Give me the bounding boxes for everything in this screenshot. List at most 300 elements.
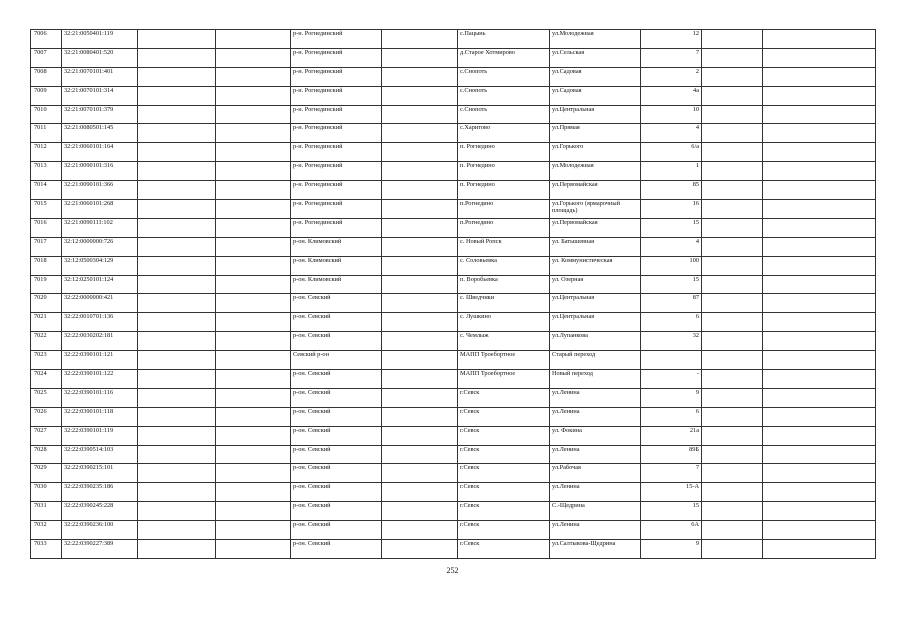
- cell-house-number: 15: [641, 275, 702, 294]
- cell-street: ул.Молодежная: [550, 30, 641, 49]
- cell-blank-col-d: [702, 426, 763, 445]
- cell-blank-col-e: [763, 124, 876, 143]
- cell-blank-col-a: [138, 124, 216, 143]
- cell-row-number: 7022: [31, 332, 62, 351]
- cell-row-number: 7016: [31, 218, 62, 237]
- cell-blank-col-b: [216, 483, 291, 502]
- cell-cadastral-number: 32:22:0010701:136: [62, 313, 138, 332]
- cell-blank-col-b: [216, 540, 291, 559]
- cell-house-number: 4а: [641, 86, 702, 105]
- cell-blank-col-c: [382, 464, 458, 483]
- cell-cadastral-number: 32:21:0070101:314: [62, 86, 138, 105]
- cell-district: р-н. Рогнединский: [291, 218, 382, 237]
- cell-blank-col-d: [702, 67, 763, 86]
- cell-blank-col-d: [702, 124, 763, 143]
- cell-blank-col-a: [138, 143, 216, 162]
- cell-blank-col-c: [382, 445, 458, 464]
- cell-row-number: 7029: [31, 464, 62, 483]
- cell-blank-col-a: [138, 294, 216, 313]
- cell-settlement: с.Снопоть: [458, 67, 550, 86]
- table-row: [31, 388, 876, 407]
- cell-blank-col-a: [138, 426, 216, 445]
- cell-district: р-н. Рогнединский: [291, 105, 382, 124]
- page-number: 252: [446, 566, 459, 575]
- cell-blank-col-c: [382, 370, 458, 389]
- cell-settlement: г.Севск: [458, 521, 550, 540]
- cell-cadastral-number: 32:22:0390245:228: [62, 502, 138, 521]
- cell-blank-col-e: [763, 426, 876, 445]
- cell-district: р-н. Рогнединский: [291, 200, 382, 219]
- cell-cadastral-number: 32:21:0080401:520: [62, 48, 138, 67]
- cell-row-number: 7017: [31, 237, 62, 256]
- cell-blank-col-e: [763, 332, 876, 351]
- cell-blank-col-d: [702, 464, 763, 483]
- cell-blank-col-d: [702, 370, 763, 389]
- cell-blank-col-d: [702, 48, 763, 67]
- cell-cadastral-number: 32:21:0060101:268: [62, 200, 138, 219]
- table-body: [31, 30, 876, 559]
- cell-cadastral-number: 32:21:0070101:379: [62, 105, 138, 124]
- cell-house-number: 15: [641, 218, 702, 237]
- cell-blank-col-d: [702, 275, 763, 294]
- cell-settlement: с. Лушкино: [458, 313, 550, 332]
- cell-blank-col-a: [138, 275, 216, 294]
- cell-blank-col-e: [763, 105, 876, 124]
- cell-blank-col-e: [763, 483, 876, 502]
- cell-house-number: 6А: [641, 521, 702, 540]
- cell-settlement: г.Севск: [458, 426, 550, 445]
- cell-district: р-он. Севский: [291, 445, 382, 464]
- cell-settlement: г.Севск: [458, 445, 550, 464]
- cell-cadastral-number: 32:22:0390236:100: [62, 521, 138, 540]
- cell-row-number: 7020: [31, 294, 62, 313]
- cell-house-number: 6: [641, 313, 702, 332]
- cell-street: ул.Ленина: [550, 521, 641, 540]
- cell-settlement: п. Рогнедино: [458, 181, 550, 200]
- cell-settlement: п. Рогнедино: [458, 143, 550, 162]
- cell-blank-col-e: [763, 445, 876, 464]
- cell-blank-col-d: [702, 30, 763, 49]
- cell-cadastral-number: 32:21:0090101:366: [62, 181, 138, 200]
- cell-house-number: 100: [641, 256, 702, 275]
- cell-street: ул.Центральная: [550, 105, 641, 124]
- cell-row-number: 7007: [31, 48, 62, 67]
- cell-settlement: п. Рогнедино: [458, 162, 550, 181]
- cell-cadastral-number: 32:21:0070101:401: [62, 67, 138, 86]
- cell-district: р-он. Климовский: [291, 237, 382, 256]
- cell-row-number: 7015: [31, 200, 62, 219]
- cell-settlement: г.Севск: [458, 388, 550, 407]
- cell-house-number: 6/а: [641, 143, 702, 162]
- cell-blank-col-b: [216, 86, 291, 105]
- cell-house-number: 9: [641, 540, 702, 559]
- cell-street: ул.Ленина: [550, 483, 641, 502]
- table-row: [31, 370, 876, 389]
- table-row: [31, 426, 876, 445]
- cell-blank-col-c: [382, 483, 458, 502]
- cell-blank-col-a: [138, 464, 216, 483]
- cell-house-number: 15-А: [641, 483, 702, 502]
- cell-street: ул.Первомайская: [550, 218, 641, 237]
- table-row: [31, 67, 876, 86]
- cell-blank-col-c: [382, 67, 458, 86]
- cell-blank-col-a: [138, 388, 216, 407]
- cell-blank-col-d: [702, 407, 763, 426]
- cell-settlement: г.Севск: [458, 540, 550, 559]
- cell-blank-col-b: [216, 332, 291, 351]
- cell-row-number: 7012: [31, 143, 62, 162]
- cell-district: р-он. Севский: [291, 464, 382, 483]
- cell-blank-col-e: [763, 67, 876, 86]
- cell-blank-col-a: [138, 67, 216, 86]
- cell-street: ул.Сельская: [550, 48, 641, 67]
- cell-blank-col-e: [763, 237, 876, 256]
- cell-blank-col-e: [763, 48, 876, 67]
- cell-row-number: 7011: [31, 124, 62, 143]
- cell-blank-col-b: [216, 200, 291, 219]
- cell-house-number: 4: [641, 124, 702, 143]
- cell-settlement: с.Пацынь: [458, 30, 550, 49]
- cell-blank-col-e: [763, 540, 876, 559]
- table-row: [31, 464, 876, 483]
- cell-row-number: 7032: [31, 521, 62, 540]
- cell-cadastral-number: 32:22:0390227:389: [62, 540, 138, 559]
- cell-blank-col-c: [382, 86, 458, 105]
- cell-house-number: 16: [641, 200, 702, 219]
- table-row: [31, 502, 876, 521]
- cell-blank-col-a: [138, 407, 216, 426]
- cell-blank-col-d: [702, 256, 763, 275]
- cell-row-number: 7009: [31, 86, 62, 105]
- cell-blank-col-b: [216, 124, 291, 143]
- cell-cadastral-number: 32:21:0090101:316: [62, 162, 138, 181]
- cell-blank-col-a: [138, 313, 216, 332]
- cell-blank-col-c: [382, 540, 458, 559]
- cell-district: р-он. Севский: [291, 332, 382, 351]
- cell-blank-col-b: [216, 48, 291, 67]
- table-row: [31, 86, 876, 105]
- cell-street: ул.Прямая: [550, 124, 641, 143]
- cell-blank-col-d: [702, 445, 763, 464]
- cell-blank-col-a: [138, 540, 216, 559]
- cell-row-number: 7031: [31, 502, 62, 521]
- cell-blank-col-d: [702, 181, 763, 200]
- cell-blank-col-a: [138, 445, 216, 464]
- cell-cadastral-number: 32:22:0390101:121: [62, 351, 138, 370]
- cell-settlement: п.Рогнедино: [458, 218, 550, 237]
- cell-settlement: с. Шведчики: [458, 294, 550, 313]
- cell-blank-col-b: [216, 30, 291, 49]
- cell-cadastral-number: 32:12:0250101:124: [62, 275, 138, 294]
- cell-blank-col-a: [138, 483, 216, 502]
- cell-blank-col-b: [216, 521, 291, 540]
- cell-blank-col-d: [702, 294, 763, 313]
- cell-district: р-он. Севский: [291, 540, 382, 559]
- table-row: [31, 162, 876, 181]
- cell-blank-col-c: [382, 407, 458, 426]
- cell-blank-col-e: [763, 181, 876, 200]
- table-row: [31, 48, 876, 67]
- cell-district: р-он. Севский: [291, 388, 382, 407]
- cell-blank-col-a: [138, 332, 216, 351]
- cell-house-number: 9: [641, 388, 702, 407]
- cell-row-number: 7019: [31, 275, 62, 294]
- cell-blank-col-b: [216, 275, 291, 294]
- table-row: [31, 445, 876, 464]
- cell-cadastral-number: 32:21:0060101:164: [62, 143, 138, 162]
- cell-house-number: 6: [641, 407, 702, 426]
- cell-blank-col-d: [702, 143, 763, 162]
- cell-blank-col-a: [138, 502, 216, 521]
- cell-street: ул. Батышевная: [550, 237, 641, 256]
- cell-blank-col-b: [216, 67, 291, 86]
- cell-district: р-он. Климовский: [291, 275, 382, 294]
- cell-settlement: п. Воробьевка: [458, 275, 550, 294]
- table-row: [31, 313, 876, 332]
- cell-street: ул.Ленина: [550, 407, 641, 426]
- cell-house-number: 10: [641, 105, 702, 124]
- cell-house-number: 12: [641, 30, 702, 49]
- table-row: [31, 181, 876, 200]
- table-row: [31, 521, 876, 540]
- table-row: [31, 218, 876, 237]
- table-row: [31, 351, 876, 370]
- table-row: [31, 143, 876, 162]
- cell-blank-col-d: [702, 332, 763, 351]
- cell-row-number: 7023: [31, 351, 62, 370]
- cell-blank-col-d: [702, 86, 763, 105]
- cell-street: Старый переход: [550, 351, 641, 370]
- cell-house-number: 87: [641, 294, 702, 313]
- cell-blank-col-b: [216, 407, 291, 426]
- cell-blank-col-e: [763, 294, 876, 313]
- cell-row-number: 7013: [31, 162, 62, 181]
- cell-row-number: 7024: [31, 370, 62, 389]
- table-row: [31, 275, 876, 294]
- cell-blank-col-c: [382, 351, 458, 370]
- cell-house-number: 4: [641, 237, 702, 256]
- cell-blank-col-c: [382, 294, 458, 313]
- cell-blank-col-b: [216, 105, 291, 124]
- cell-blank-col-d: [702, 521, 763, 540]
- cell-cadastral-number: 32:21:0050401:119: [62, 30, 138, 49]
- cell-cadastral-number: 32:21:0090111:102: [62, 218, 138, 237]
- cell-blank-col-b: [216, 143, 291, 162]
- cell-blank-col-c: [382, 48, 458, 67]
- cell-house-number: 7: [641, 48, 702, 67]
- cell-blank-col-e: [763, 275, 876, 294]
- cell-blank-col-d: [702, 483, 763, 502]
- cell-blank-col-b: [216, 464, 291, 483]
- cell-house-number: 1: [641, 162, 702, 181]
- cell-house-number: 85: [641, 181, 702, 200]
- cell-blank-col-e: [763, 407, 876, 426]
- table-row: [31, 483, 876, 502]
- cell-blank-col-c: [382, 30, 458, 49]
- cell-cadastral-number: 32:22:0030202:181: [62, 332, 138, 351]
- cell-row-number: 7010: [31, 105, 62, 124]
- cell-street: ул.Горького: [550, 143, 641, 162]
- cell-street: ул. Коммунистическая: [550, 256, 641, 275]
- cell-row-number: 7030: [31, 483, 62, 502]
- cell-blank-col-b: [216, 388, 291, 407]
- cell-row-number: 7006: [31, 30, 62, 49]
- cell-blank-col-e: [763, 351, 876, 370]
- cell-blank-col-d: [702, 200, 763, 219]
- cell-street: С.-Щедрина: [550, 502, 641, 521]
- cell-blank-col-c: [382, 200, 458, 219]
- cell-blank-col-c: [382, 332, 458, 351]
- cell-street: ул.Лупанкова: [550, 332, 641, 351]
- cell-district: р-он. Севский: [291, 313, 382, 332]
- cell-blank-col-a: [138, 30, 216, 49]
- cell-blank-col-c: [382, 237, 458, 256]
- cell-blank-col-e: [763, 521, 876, 540]
- cell-street: ул. Озерная: [550, 275, 641, 294]
- cell-blank-col-e: [763, 162, 876, 181]
- cell-row-number: 7018: [31, 256, 62, 275]
- cell-cadastral-number: 32:22:0390101:119: [62, 426, 138, 445]
- cell-blank-col-c: [382, 143, 458, 162]
- cell-blank-col-c: [382, 521, 458, 540]
- cell-blank-col-e: [763, 30, 876, 49]
- table-row: [31, 200, 876, 219]
- cell-blank-col-a: [138, 521, 216, 540]
- cell-blank-col-c: [382, 313, 458, 332]
- cell-blank-col-e: [763, 256, 876, 275]
- cell-settlement: д.Старое Хотмирово: [458, 48, 550, 67]
- cell-blank-col-e: [763, 313, 876, 332]
- cell-cadastral-number: 32:12:0000000:726: [62, 237, 138, 256]
- cell-blank-col-b: [216, 181, 291, 200]
- table-row: [31, 105, 876, 124]
- cell-blank-col-d: [702, 502, 763, 521]
- cell-cadastral-number: 32:22:0000000:421: [62, 294, 138, 313]
- cell-blank-col-b: [216, 502, 291, 521]
- cell-district: р-н. Рогнединский: [291, 86, 382, 105]
- cell-settlement: п.Рогнедино: [458, 200, 550, 219]
- cell-district: р-он. Севский: [291, 521, 382, 540]
- cell-blank-col-a: [138, 218, 216, 237]
- cell-street: ул.Садовая: [550, 67, 641, 86]
- cell-row-number: 7027: [31, 426, 62, 445]
- cell-blank-col-e: [763, 218, 876, 237]
- cell-blank-col-a: [138, 86, 216, 105]
- cell-blank-col-c: [382, 162, 458, 181]
- table-row: [31, 540, 876, 559]
- cell-blank-col-a: [138, 351, 216, 370]
- cell-street: ул. Фокина: [550, 426, 641, 445]
- cell-street: ул.Салтыкова-Щедрина: [550, 540, 641, 559]
- cell-settlement: г.Севск: [458, 464, 550, 483]
- cell-cadastral-number: 32:21:0080501:145: [62, 124, 138, 143]
- cell-district: р-он. Севский: [291, 294, 382, 313]
- table-row: [31, 294, 876, 313]
- property-register-table: [30, 29, 876, 559]
- cell-district: р-он. Климовский: [291, 256, 382, 275]
- cell-district: р-он. Севский: [291, 370, 382, 389]
- cell-district: р-он. Севский: [291, 483, 382, 502]
- cell-district: р-н. Рогнединский: [291, 181, 382, 200]
- table-row: [31, 332, 876, 351]
- cell-blank-col-b: [216, 294, 291, 313]
- cell-blank-col-e: [763, 143, 876, 162]
- cell-cadastral-number: 32:12:0500304:129: [62, 256, 138, 275]
- cell-row-number: 7021: [31, 313, 62, 332]
- cell-blank-col-a: [138, 200, 216, 219]
- cell-district: Севский р-он: [291, 351, 382, 370]
- cell-cadastral-number: 32:22:0390235:186: [62, 483, 138, 502]
- cell-cadastral-number: 32:22:0390101:116: [62, 388, 138, 407]
- cell-street: ул.Первомайская: [550, 181, 641, 200]
- cell-settlement: г.Севск: [458, 502, 550, 521]
- cell-street: ул.Рабочая: [550, 464, 641, 483]
- cell-settlement: с.Харитово: [458, 124, 550, 143]
- cell-blank-col-d: [702, 105, 763, 124]
- cell-cadastral-number: 32:22:0390101:122: [62, 370, 138, 389]
- cell-street: ул.Горького (ярмарочный площадь): [550, 200, 641, 219]
- cell-blank-col-b: [216, 218, 291, 237]
- cell-blank-col-a: [138, 237, 216, 256]
- table-row: [31, 30, 876, 49]
- cell-blank-col-e: [763, 502, 876, 521]
- cell-blank-col-b: [216, 445, 291, 464]
- cell-cadastral-number: 32:22:0390215:101: [62, 464, 138, 483]
- cell-row-number: 7026: [31, 407, 62, 426]
- cell-street: ул.Центральная: [550, 294, 641, 313]
- cell-house-number: 2: [641, 67, 702, 86]
- cell-blank-col-e: [763, 200, 876, 219]
- cell-blank-col-d: [702, 313, 763, 332]
- cell-settlement: с. Соловьевка: [458, 256, 550, 275]
- cell-blank-col-c: [382, 218, 458, 237]
- cell-blank-col-b: [216, 426, 291, 445]
- cell-blank-col-d: [702, 162, 763, 181]
- cell-district: р-н. Рогнединский: [291, 48, 382, 67]
- cell-blank-col-c: [382, 388, 458, 407]
- cell-blank-col-c: [382, 181, 458, 200]
- cell-district: р-он. Севский: [291, 502, 382, 521]
- cell-settlement: с. Чемлыж: [458, 332, 550, 351]
- cell-house-number: 21а: [641, 426, 702, 445]
- cell-blank-col-a: [138, 370, 216, 389]
- cell-house-number: 32: [641, 332, 702, 351]
- cell-street: Новый переход: [550, 370, 641, 389]
- cell-settlement: с.Снопоть: [458, 105, 550, 124]
- cell-row-number: 7014: [31, 181, 62, 200]
- cell-blank-col-d: [702, 218, 763, 237]
- cell-blank-col-e: [763, 464, 876, 483]
- cell-house-number: 89Б: [641, 445, 702, 464]
- cell-blank-col-c: [382, 502, 458, 521]
- table-row: [31, 407, 876, 426]
- cell-blank-col-e: [763, 370, 876, 389]
- cell-row-number: 7025: [31, 388, 62, 407]
- cell-street: ул.Ленина: [550, 388, 641, 407]
- cell-blank-col-b: [216, 370, 291, 389]
- cell-blank-col-b: [216, 162, 291, 181]
- cell-settlement: МАПП Троебортное: [458, 370, 550, 389]
- cell-row-number: 7008: [31, 67, 62, 86]
- cell-settlement: с. Новый Ропск: [458, 237, 550, 256]
- table-row: [31, 237, 876, 256]
- cell-blank-col-d: [702, 237, 763, 256]
- cell-settlement: с.Снопоть: [458, 86, 550, 105]
- cell-blank-col-b: [216, 313, 291, 332]
- cell-settlement: г.Севск: [458, 407, 550, 426]
- cell-street: ул.Ленина: [550, 445, 641, 464]
- cell-house-number: 7: [641, 464, 702, 483]
